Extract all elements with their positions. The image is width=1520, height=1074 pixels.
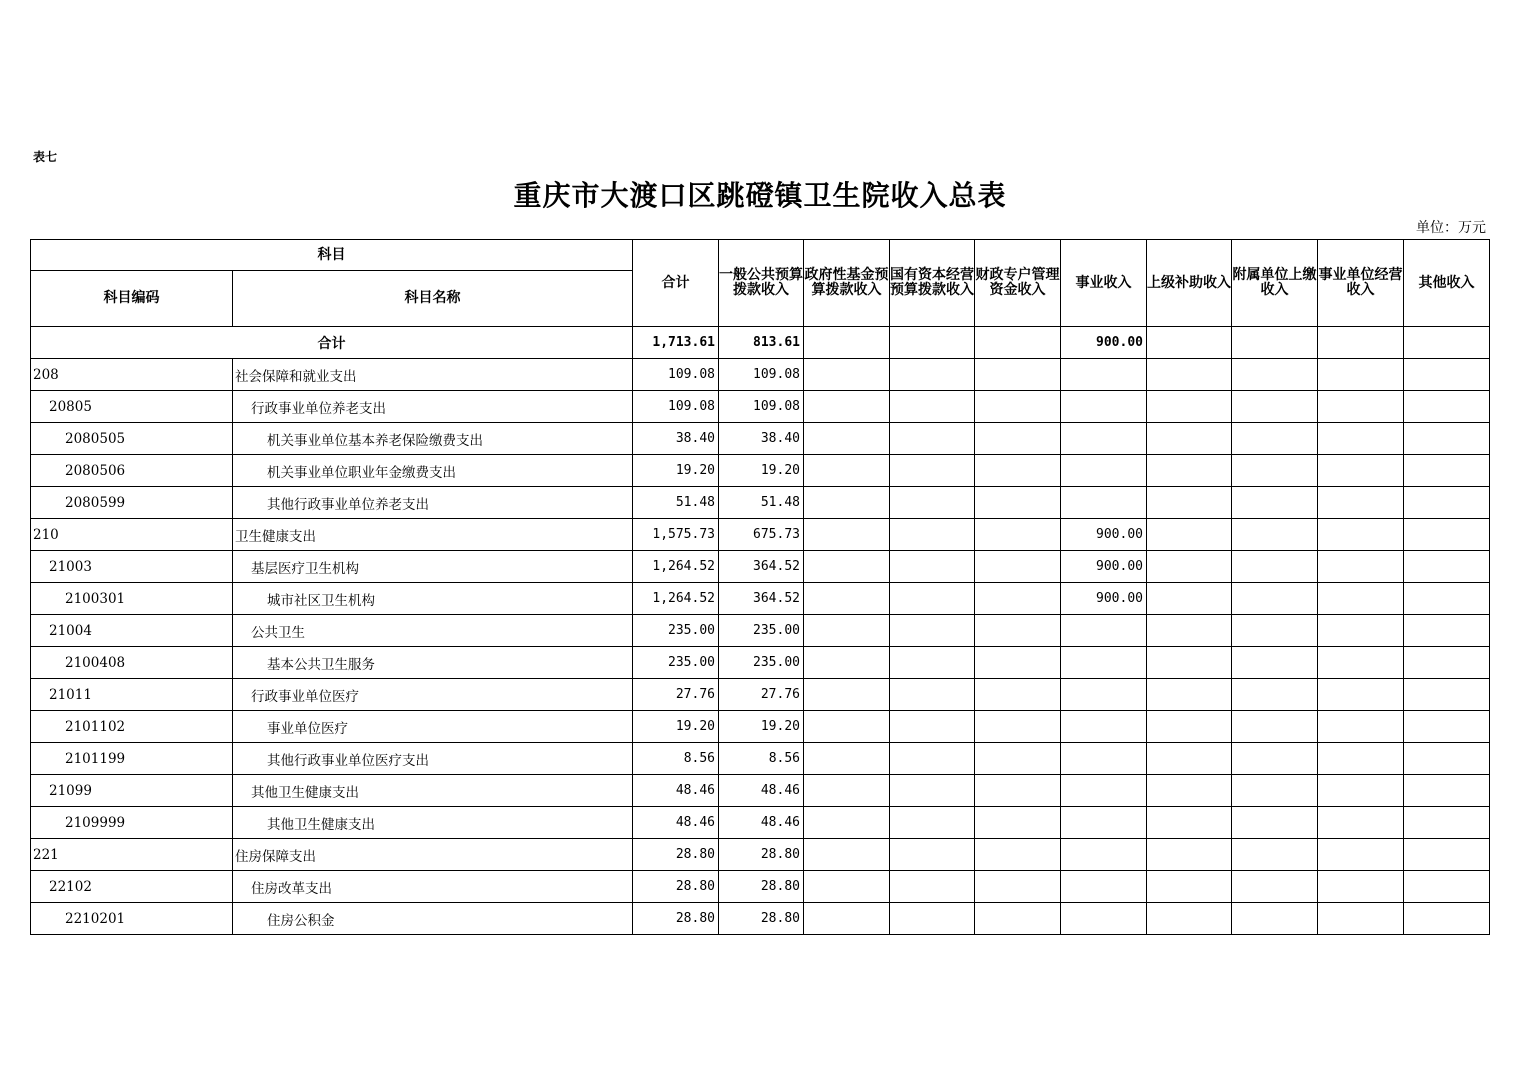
page-title: 重庆市大渡口区跳磴镇卫生院收入总表 xyxy=(513,179,1007,212)
amount-cell xyxy=(890,839,975,871)
table-row xyxy=(31,615,1490,647)
subject-code: 21003 xyxy=(31,551,233,583)
subject-code: 208 xyxy=(31,359,233,391)
amount-cell: 19.20 xyxy=(719,711,804,743)
subject-header: 科目 xyxy=(31,240,633,271)
amount-cell xyxy=(975,903,1061,935)
amount-cell xyxy=(804,423,890,455)
total-cell xyxy=(890,327,975,359)
amount-cell: 28.80 xyxy=(719,903,804,935)
amount-cell xyxy=(1318,519,1404,551)
amount-cell xyxy=(1232,423,1318,455)
table-row xyxy=(31,359,1490,391)
amount-cell xyxy=(1404,551,1490,583)
amount-cell xyxy=(975,359,1061,391)
total-cell xyxy=(804,327,890,359)
amount-cell: 109.08 xyxy=(719,359,804,391)
amount-cell: 235.00 xyxy=(633,647,719,679)
amount-cell: 28.80 xyxy=(719,839,804,871)
table-row xyxy=(31,775,1490,807)
amount-cell xyxy=(1061,871,1147,903)
col-header: 合计 xyxy=(633,240,719,327)
amount-cell xyxy=(1147,551,1232,583)
col-header: 附属单位上缴收入 xyxy=(1232,240,1318,327)
amount-cell xyxy=(975,551,1061,583)
amount-cell xyxy=(1318,455,1404,487)
total-cell xyxy=(1147,327,1232,359)
amount-cell xyxy=(975,775,1061,807)
amount-cell xyxy=(804,551,890,583)
subject-code: 20805 xyxy=(31,391,233,423)
amount-cell: 8.56 xyxy=(633,743,719,775)
total-cell xyxy=(1318,327,1404,359)
code-header: 科目编码 xyxy=(31,271,233,327)
amount-cell xyxy=(1232,487,1318,519)
subject-name: 行政事业单位养老支出 xyxy=(233,391,633,423)
amount-cell xyxy=(1318,839,1404,871)
total-cell xyxy=(975,327,1061,359)
amount-cell: 38.40 xyxy=(633,423,719,455)
amount-cell xyxy=(1147,519,1232,551)
amount-cell xyxy=(1147,775,1232,807)
amount-cell: 48.46 xyxy=(633,775,719,807)
amount-cell: 19.20 xyxy=(633,711,719,743)
amount-cell: 235.00 xyxy=(633,615,719,647)
table-row xyxy=(31,487,1490,519)
amount-cell xyxy=(804,743,890,775)
amount-cell xyxy=(975,807,1061,839)
amount-cell: 364.52 xyxy=(719,551,804,583)
col-header: 事业收入 xyxy=(1061,240,1147,327)
amount-cell: 109.08 xyxy=(633,391,719,423)
amount-cell xyxy=(1404,583,1490,615)
amount-cell xyxy=(1404,903,1490,935)
amount-cell xyxy=(1232,807,1318,839)
amount-cell xyxy=(1404,647,1490,679)
amount-cell xyxy=(1147,871,1232,903)
subject-code: 2100408 xyxy=(31,647,233,679)
amount-cell: 1,264.52 xyxy=(633,551,719,583)
amount-cell xyxy=(975,839,1061,871)
unit-label: 单位：万元 xyxy=(1416,220,1486,236)
amount-cell xyxy=(1061,839,1147,871)
amount-cell xyxy=(804,359,890,391)
table-row xyxy=(31,839,1490,871)
amount-cell xyxy=(1318,903,1404,935)
amount-cell: 28.80 xyxy=(633,903,719,935)
amount-cell: 48.46 xyxy=(719,775,804,807)
amount-cell: 48.46 xyxy=(719,807,804,839)
amount-cell: 900.00 xyxy=(1061,583,1147,615)
amount-cell xyxy=(975,743,1061,775)
amount-cell xyxy=(1404,391,1490,423)
amount-cell: 900.00 xyxy=(1061,519,1147,551)
amount-cell xyxy=(1147,423,1232,455)
col-header: 财政专户管理资金收入 xyxy=(975,240,1061,327)
amount-cell xyxy=(804,775,890,807)
subject-name: 机关事业单位基本养老保险缴费支出 xyxy=(233,423,633,455)
subject-name: 其他卫生健康支出 xyxy=(233,775,633,807)
subject-name: 其他卫生健康支出 xyxy=(233,807,633,839)
amount-cell xyxy=(975,455,1061,487)
amount-cell xyxy=(890,647,975,679)
amount-cell xyxy=(1404,679,1490,711)
amount-cell xyxy=(975,647,1061,679)
subject-code: 21099 xyxy=(31,775,233,807)
subject-code: 2080506 xyxy=(31,455,233,487)
amount-cell xyxy=(890,455,975,487)
subject-code: 210 xyxy=(31,519,233,551)
col-header: 一般公共预算拨款收入 xyxy=(719,240,804,327)
total-cell: 900.00 xyxy=(1061,327,1147,359)
amount-cell xyxy=(1232,391,1318,423)
amount-cell xyxy=(1318,743,1404,775)
amount-cell xyxy=(804,391,890,423)
amount-cell xyxy=(1404,871,1490,903)
amount-cell xyxy=(890,903,975,935)
subject-name: 城市社区卫生机构 xyxy=(233,583,633,615)
table-row xyxy=(31,871,1490,903)
subject-code: 2101102 xyxy=(31,711,233,743)
amount-cell: 235.00 xyxy=(719,647,804,679)
subject-code: 2080505 xyxy=(31,423,233,455)
amount-cell xyxy=(1404,807,1490,839)
table-number-label: 表七 xyxy=(33,150,58,164)
income-summary-table xyxy=(30,239,1490,935)
amount-cell xyxy=(1318,359,1404,391)
subject-name: 公共卫生 xyxy=(233,615,633,647)
table-row xyxy=(31,647,1490,679)
amount-cell: 51.48 xyxy=(633,487,719,519)
amount-cell xyxy=(1147,903,1232,935)
amount-cell xyxy=(1061,711,1147,743)
amount-cell xyxy=(1232,743,1318,775)
amount-cell xyxy=(1147,487,1232,519)
amount-cell xyxy=(1232,711,1318,743)
amount-cell xyxy=(804,455,890,487)
amount-cell: 1,575.73 xyxy=(633,519,719,551)
table-row xyxy=(31,391,1490,423)
amount-cell xyxy=(975,679,1061,711)
col-header: 政府性基金预算拨款收入 xyxy=(804,240,890,327)
amount-cell: 28.80 xyxy=(633,871,719,903)
amount-cell: 364.52 xyxy=(719,583,804,615)
amount-cell xyxy=(1147,583,1232,615)
total-cell xyxy=(1232,327,1318,359)
amount-cell xyxy=(975,519,1061,551)
amount-cell: 1,264.52 xyxy=(633,583,719,615)
total-label: 合计 xyxy=(31,327,633,359)
total-cell xyxy=(1404,327,1490,359)
amount-cell xyxy=(890,711,975,743)
amount-cell xyxy=(1318,647,1404,679)
subject-name: 基层医疗卫生机构 xyxy=(233,551,633,583)
subject-name: 其他行政事业单位医疗支出 xyxy=(233,743,633,775)
amount-cell xyxy=(890,423,975,455)
amount-cell: 675.73 xyxy=(719,519,804,551)
amount-cell xyxy=(1404,455,1490,487)
amount-cell: 900.00 xyxy=(1061,551,1147,583)
amount-cell xyxy=(1147,359,1232,391)
amount-cell: 28.80 xyxy=(633,839,719,871)
amount-cell xyxy=(890,775,975,807)
subject-name: 卫生健康支出 xyxy=(233,519,633,551)
subject-name: 基本公共卫生服务 xyxy=(233,647,633,679)
subject-code: 21004 xyxy=(31,615,233,647)
subject-name: 事业单位医疗 xyxy=(233,711,633,743)
subject-name: 住房公积金 xyxy=(233,903,633,935)
amount-cell xyxy=(1318,679,1404,711)
amount-cell xyxy=(1061,423,1147,455)
amount-cell xyxy=(804,583,890,615)
amount-cell xyxy=(1404,359,1490,391)
col-header: 国有资本经营预算拨款收入 xyxy=(890,240,975,327)
amount-cell xyxy=(975,391,1061,423)
amount-cell xyxy=(1318,871,1404,903)
amount-cell xyxy=(975,487,1061,519)
subject-code: 21011 xyxy=(31,679,233,711)
amount-cell xyxy=(1061,487,1147,519)
amount-cell xyxy=(804,871,890,903)
table-row xyxy=(31,583,1490,615)
amount-cell xyxy=(1147,743,1232,775)
amount-cell: 109.08 xyxy=(719,391,804,423)
subject-code: 2100301 xyxy=(31,583,233,615)
subject-name: 行政事业单位医疗 xyxy=(233,679,633,711)
amount-cell xyxy=(1061,807,1147,839)
amount-cell xyxy=(1147,679,1232,711)
amount-cell xyxy=(804,647,890,679)
subject-name: 社会保障和就业支出 xyxy=(233,359,633,391)
subject-code: 2101199 xyxy=(31,743,233,775)
amount-cell xyxy=(1318,391,1404,423)
amount-cell xyxy=(1061,455,1147,487)
table-row xyxy=(31,711,1490,743)
table-row xyxy=(31,519,1490,551)
amount-cell xyxy=(1318,711,1404,743)
amount-cell xyxy=(1318,807,1404,839)
amount-cell xyxy=(1147,711,1232,743)
amount-cell xyxy=(890,551,975,583)
table-row xyxy=(31,807,1490,839)
amount-cell xyxy=(1061,903,1147,935)
amount-cell xyxy=(804,487,890,519)
col-header: 上级补助收入 xyxy=(1147,240,1232,327)
amount-cell xyxy=(975,423,1061,455)
amount-cell xyxy=(1147,615,1232,647)
subject-name: 住房改革支出 xyxy=(233,871,633,903)
table-row xyxy=(31,551,1490,583)
amount-cell xyxy=(804,711,890,743)
amount-cell xyxy=(1404,615,1490,647)
amount-cell xyxy=(1232,615,1318,647)
table-row xyxy=(31,743,1490,775)
subject-name: 机关事业单位职业年金缴费支出 xyxy=(233,455,633,487)
amount-cell xyxy=(1061,391,1147,423)
amount-cell xyxy=(975,615,1061,647)
total-row xyxy=(31,327,1490,359)
amount-cell: 19.20 xyxy=(719,455,804,487)
amount-cell xyxy=(1061,775,1147,807)
amount-cell xyxy=(804,807,890,839)
amount-cell: 51.48 xyxy=(719,487,804,519)
amount-cell xyxy=(1232,455,1318,487)
table-row xyxy=(31,423,1490,455)
amount-cell xyxy=(1404,423,1490,455)
amount-cell xyxy=(890,391,975,423)
amount-cell: 27.76 xyxy=(633,679,719,711)
subject-code: 221 xyxy=(31,839,233,871)
amount-cell: 19.20 xyxy=(633,455,719,487)
col-header: 其他收入 xyxy=(1404,240,1490,327)
amount-cell: 38.40 xyxy=(719,423,804,455)
amount-cell xyxy=(890,487,975,519)
amount-cell xyxy=(975,583,1061,615)
amount-cell xyxy=(1147,807,1232,839)
amount-cell xyxy=(1061,647,1147,679)
amount-cell xyxy=(890,679,975,711)
amount-cell xyxy=(1404,839,1490,871)
col-header: 事业单位经营收入 xyxy=(1318,240,1404,327)
amount-cell xyxy=(1232,871,1318,903)
amount-cell xyxy=(1232,359,1318,391)
amount-cell xyxy=(804,519,890,551)
amount-cell xyxy=(1318,583,1404,615)
amount-cell xyxy=(804,903,890,935)
amount-cell xyxy=(890,743,975,775)
total-cell: 1,713.61 xyxy=(633,327,719,359)
amount-cell xyxy=(1232,551,1318,583)
amount-cell: 27.76 xyxy=(719,679,804,711)
amount-cell xyxy=(890,359,975,391)
amount-cell xyxy=(1404,487,1490,519)
subject-code: 2109999 xyxy=(31,807,233,839)
amount-cell xyxy=(1404,519,1490,551)
amount-cell: 28.80 xyxy=(719,871,804,903)
subject-name: 其他行政事业单位养老支出 xyxy=(233,487,633,519)
amount-cell: 8.56 xyxy=(719,743,804,775)
amount-cell xyxy=(1147,839,1232,871)
amount-cell xyxy=(1318,775,1404,807)
amount-cell xyxy=(1232,647,1318,679)
amount-cell xyxy=(1318,423,1404,455)
amount-cell xyxy=(1232,839,1318,871)
amount-cell xyxy=(1404,743,1490,775)
name-header: 科目名称 xyxy=(233,271,633,327)
amount-cell xyxy=(1232,679,1318,711)
amount-cell xyxy=(890,807,975,839)
amount-cell xyxy=(1147,391,1232,423)
amount-cell xyxy=(804,839,890,871)
table-row xyxy=(31,455,1490,487)
amount-cell xyxy=(1147,455,1232,487)
amount-cell xyxy=(1061,679,1147,711)
amount-cell xyxy=(1061,743,1147,775)
amount-cell xyxy=(1061,615,1147,647)
amount-cell xyxy=(1232,775,1318,807)
amount-cell xyxy=(1061,359,1147,391)
amount-cell xyxy=(804,615,890,647)
amount-cell xyxy=(1232,903,1318,935)
amount-cell xyxy=(1318,551,1404,583)
amount-cell xyxy=(1318,487,1404,519)
amount-cell xyxy=(890,519,975,551)
amount-cell xyxy=(1232,519,1318,551)
amount-cell: 109.08 xyxy=(633,359,719,391)
amount-cell xyxy=(890,583,975,615)
amount-cell xyxy=(1147,647,1232,679)
subject-name: 住房保障支出 xyxy=(233,839,633,871)
total-cell: 813.61 xyxy=(719,327,804,359)
amount-cell xyxy=(890,871,975,903)
amount-cell xyxy=(1318,615,1404,647)
amount-cell xyxy=(1232,583,1318,615)
amount-cell: 48.46 xyxy=(633,807,719,839)
subject-code: 22102 xyxy=(31,871,233,903)
amount-cell xyxy=(975,711,1061,743)
amount-cell xyxy=(1404,775,1490,807)
subject-code: 2210201 xyxy=(31,903,233,935)
table-row xyxy=(31,679,1490,711)
amount-cell xyxy=(804,679,890,711)
table-row xyxy=(31,903,1490,935)
amount-cell xyxy=(975,871,1061,903)
amount-cell xyxy=(1404,711,1490,743)
amount-cell: 235.00 xyxy=(719,615,804,647)
subject-code: 2080599 xyxy=(31,487,233,519)
amount-cell xyxy=(890,615,975,647)
